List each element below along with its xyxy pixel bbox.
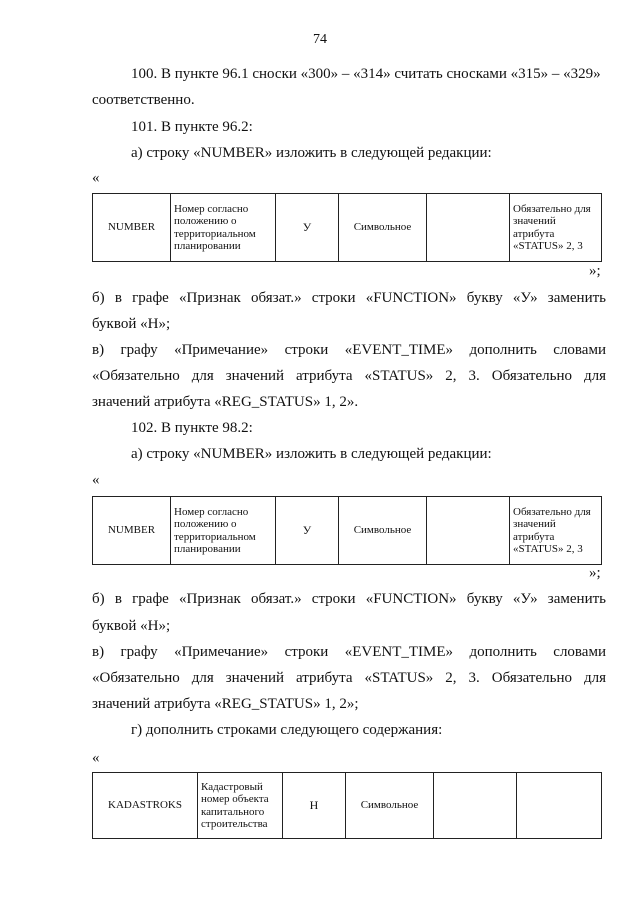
cell-extra <box>434 773 517 839</box>
quote-open-1: « <box>92 170 100 186</box>
cell-code: NUMBER <box>93 194 171 262</box>
quote-open-3: « <box>92 750 100 766</box>
item-102-a: а) строку «NUMBER» изложить в следующей редакции: <box>131 446 492 462</box>
cell-note: Обязательно для значений атрибута «STATUS» 2, 3 <box>510 194 602 262</box>
item-102-b-line-2: буквой «Н»; <box>92 618 171 634</box>
cell-type: Символьное <box>339 497 427 565</box>
item-102-c-line-1: в) графу «Примечание» строки «EVENT_TIME» дополнить словами <box>92 644 606 660</box>
table-number-1 <box>92 193 602 262</box>
item-101-b-line-1: б) в графе «Признак обязат.» строки «FUNCTION» букву «У» заменить <box>92 290 606 306</box>
cell-note: Обязательно для значений атрибута «STATUS» 2, 3 <box>510 497 602 565</box>
cell-type: Символьное <box>339 194 427 262</box>
item-102-b-line-1: б) в графе «Признак обязат.» строки «FUNCTION» букву «У» заменить <box>92 591 606 607</box>
cell-note <box>517 773 602 839</box>
table-kadastroks <box>92 772 602 839</box>
cell-description: Номер согласно положению о территориальном планировании <box>171 497 276 565</box>
table-number-2 <box>92 496 602 565</box>
item-102-g: г) дополнить строками следующего содержания: <box>131 722 443 738</box>
item-101-a: а) строку «NUMBER» изложить в следующей редакции: <box>131 145 492 161</box>
cell-required: Н <box>283 773 346 839</box>
quote-open-2: « <box>92 472 100 488</box>
item-101-c-line-3: значений атрибута «REG_STATUS» 1, 2». <box>92 394 359 410</box>
item-100-line-1: 100. В пункте 96.1 сноски «300» – «314» считать сносками «315» – «329» <box>131 66 601 82</box>
quote-close-1: »; <box>589 263 601 279</box>
cell-extra <box>427 497 510 565</box>
cell-description: Номер согласно положению о территориальном планировании <box>171 194 276 262</box>
item-100-line-2: соответственно. <box>92 92 195 108</box>
cell-code: KADASTROKS <box>93 773 198 839</box>
cell-required: У <box>276 497 339 565</box>
cell-description: Кадастровый номер объекта капитального строительства <box>198 773 283 839</box>
item-102-heading: 102. В пункте 98.2: <box>131 420 253 436</box>
item-101-b-line-2: буквой «Н»; <box>92 316 171 332</box>
item-102-c-line-3: значений атрибута «REG_STATUS» 1, 2»; <box>92 696 359 712</box>
quote-close-2: »; <box>589 565 601 581</box>
item-101-c-line-2: «Обязательно для значений атрибута «STATUS» 2, 3. Обязательно для <box>92 368 606 384</box>
item-101-c-line-1: в) графу «Примечание» строки «EVENT_TIME» дополнить словами <box>92 342 606 358</box>
page-number: 74 <box>313 32 327 47</box>
cell-required: У <box>276 194 339 262</box>
cell-extra <box>427 194 510 262</box>
item-102-c-line-2: «Обязательно для значений атрибута «STATUS» 2, 3. Обязательно для <box>92 670 606 686</box>
item-101-heading: 101. В пункте 96.2: <box>131 119 253 135</box>
cell-type: Символьное <box>346 773 434 839</box>
cell-code: NUMBER <box>93 497 171 565</box>
